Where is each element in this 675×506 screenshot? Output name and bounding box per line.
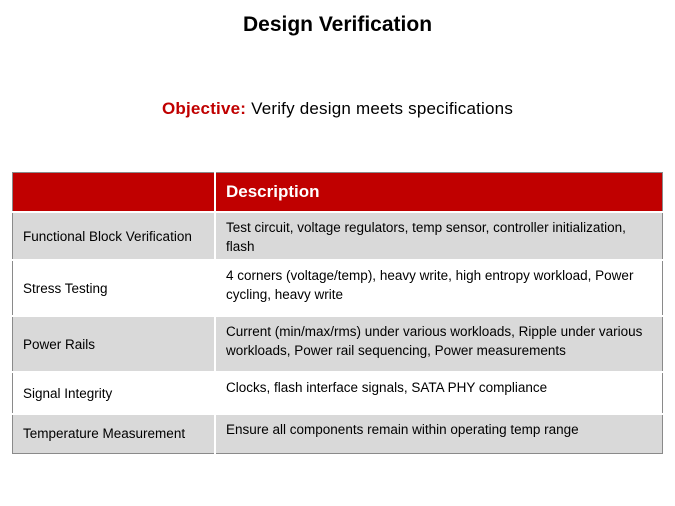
row-description: Test circuit, voltage regulators, temp sensor, controller initialization, flash — [215, 212, 663, 260]
slide-title: Design Verification — [242, 13, 433, 36]
row-item: Power Rails — [13, 316, 216, 372]
table-row — [13, 316, 663, 372]
table-row — [13, 260, 663, 316]
table-header-row — [13, 173, 663, 213]
row-item: Stress Testing — [13, 260, 216, 316]
verification-table — [12, 172, 663, 454]
table-row — [13, 414, 663, 453]
row-item: Temperature Measurement — [13, 414, 216, 453]
objective-line — [0, 98, 675, 120]
table-row — [13, 372, 663, 414]
row-item: Signal Integrity — [13, 372, 216, 414]
header-description: Description — [215, 173, 663, 213]
header-item — [13, 173, 216, 213]
row-item: Functional Block Verification — [13, 212, 216, 260]
table-row — [13, 212, 663, 260]
row-description: 4 corners (voltage/temp), heavy write, high entropy workload, Power cycling, heavy write — [215, 260, 663, 316]
row-description: Current (min/max/rms) under various workloads, Ripple under various workloads, Power rail sequencing, Power measurements — [215, 316, 663, 372]
objective-text: Verify design meets specifications — [251, 99, 514, 118]
row-description: Ensure all components remain within operating temp range — [215, 414, 663, 453]
objective-label: Objective: — [161, 99, 247, 118]
row-description: Clocks, flash interface signals, SATA PHY compliance — [215, 372, 663, 414]
